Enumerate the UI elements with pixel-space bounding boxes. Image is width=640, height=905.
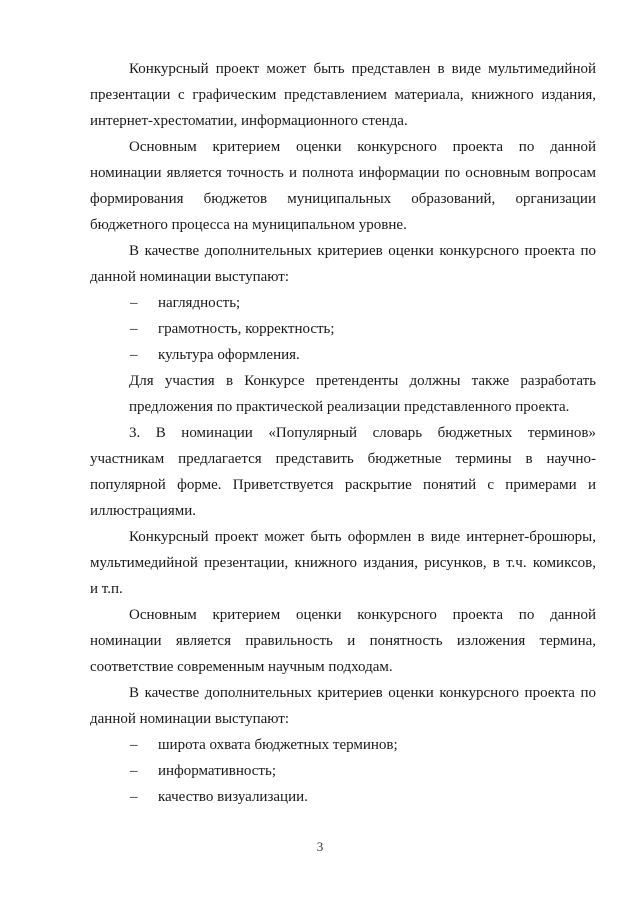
text-line: номинации является точность и полнота информации по основным вопросам xyxy=(90,165,596,181)
list-item xyxy=(90,316,596,342)
list-dash: – xyxy=(130,295,138,311)
list-item xyxy=(90,342,596,368)
text-line: номинации является правильность и понятность изложения термина, xyxy=(90,633,596,649)
text-line: мультимедийной презентации, книжного издания, рисунков, в т.ч. комиксов, xyxy=(90,555,596,571)
list-item-text: наглядность; xyxy=(158,295,241,311)
page-number: 3 xyxy=(316,839,324,854)
list-item-text: качество визуализации. xyxy=(158,789,308,805)
text-line: В качестве дополнительных критериев оценки конкурсного проекта по xyxy=(129,243,596,259)
list-dash: – xyxy=(130,347,138,363)
list-item-text: грамотность, корректность; xyxy=(158,321,335,337)
text-line: данной номинации выступают: xyxy=(90,711,289,727)
list-item-text: широта охвата бюджетных терминов; xyxy=(158,737,398,753)
list-item xyxy=(90,290,596,316)
list-item xyxy=(90,732,596,758)
text-line: Основным критерием оценки конкурсного проекта по данной xyxy=(129,139,596,155)
list-item xyxy=(90,784,596,810)
list-item-text: культура оформления. xyxy=(158,347,300,363)
list-dash: – xyxy=(130,789,138,805)
text-line: Для участия в Конкурсе претенденты должны также разработать xyxy=(129,373,596,389)
text-line: Конкурсный проект может быть представлен в виде мультимедийной xyxy=(129,61,596,77)
text-line: формирования бюджетов муниципальных образований, организации xyxy=(90,191,596,207)
text-line: данной номинации выступают: xyxy=(90,269,289,285)
list-dash: – xyxy=(130,321,138,337)
document-page xyxy=(90,56,596,810)
text-line: презентации с графическим представлением материала, книжного издания, xyxy=(90,87,596,103)
text-line: интернет-хрестоматии, информационного стенда. xyxy=(90,113,408,129)
text-line: предложения по практической реализации представленного проекта. xyxy=(129,399,570,415)
list-dash: – xyxy=(130,763,138,779)
list-item xyxy=(90,758,596,784)
text-line: бюджетного процесса на муниципальном уровне. xyxy=(90,217,407,233)
text-line: и т.п. xyxy=(90,581,123,597)
text-line: участникам предлагается представить бюджетные термины в научно- xyxy=(90,451,596,467)
list-item-text: информативность; xyxy=(158,763,276,779)
text-line: популярной форме. Приветствуется раскрытие понятий с примерами и xyxy=(90,477,596,493)
text-line: иллюстрациями. xyxy=(90,503,196,519)
text-line: В качестве дополнительных критериев оценки конкурсного проекта по xyxy=(129,685,596,701)
text-line: Основным критерием оценки конкурсного проекта по данной xyxy=(129,607,596,623)
text-line: 3. В номинации «Популярный словарь бюджетных терминов» xyxy=(129,425,596,441)
text-line: Конкурсный проект может быть оформлен в виде интернет-брошюры, xyxy=(129,529,596,545)
list-dash: – xyxy=(130,737,138,753)
text-line: соответствие современным научным подходам. xyxy=(90,659,393,675)
